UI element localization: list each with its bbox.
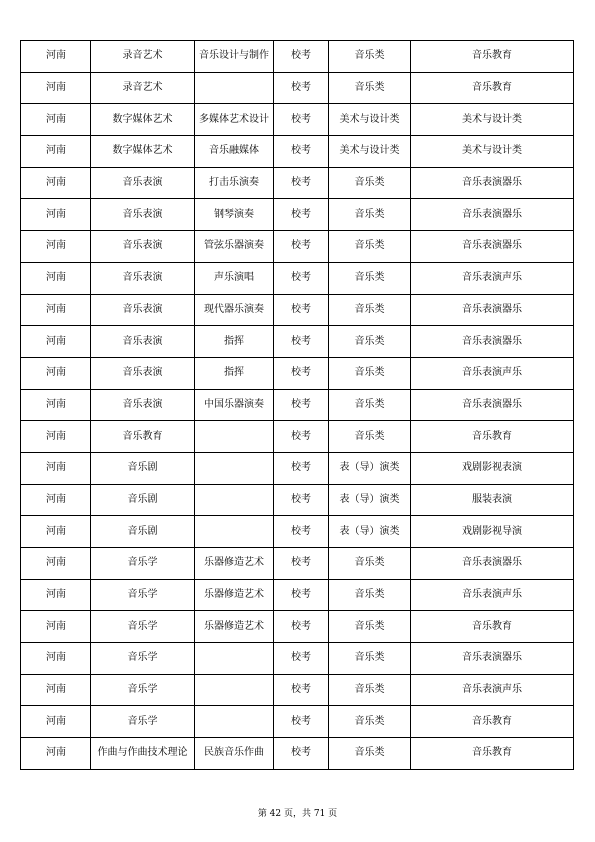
table-row [21, 548, 574, 580]
exam-type-cell: 校考 [274, 421, 329, 453]
direction-cell: 中国乐器演奏 [195, 389, 274, 421]
direction-cell: 民族音乐作曲 [195, 738, 274, 770]
province-cell: 河南 [21, 357, 91, 389]
admissions-table-body [21, 41, 574, 770]
table-row [21, 136, 574, 168]
subject-cell: 音乐表演声乐 [411, 674, 574, 706]
table-row [21, 516, 574, 548]
direction-cell: 管弦乐器演奏 [195, 231, 274, 263]
direction-cell: 钢琴演奏 [195, 199, 274, 231]
major-cell: 音乐学 [91, 579, 195, 611]
table-row [21, 231, 574, 263]
direction-cell: 音乐设计与制作 [195, 41, 274, 73]
subject-cell: 音乐表演器乐 [411, 548, 574, 580]
category-cell: 音乐类 [329, 72, 411, 104]
province-cell: 河南 [21, 136, 91, 168]
table-row [21, 294, 574, 326]
category-cell: 表（导）演类 [329, 452, 411, 484]
province-cell: 河南 [21, 452, 91, 484]
exam-type-cell: 校考 [274, 643, 329, 675]
major-cell: 数字媒体艺术 [91, 136, 195, 168]
table-row [21, 167, 574, 199]
category-cell: 音乐类 [329, 167, 411, 199]
table-row [21, 41, 574, 73]
major-cell: 音乐学 [91, 611, 195, 643]
province-cell: 河南 [21, 484, 91, 516]
page-number: 第 42 页，共 71 页 [257, 809, 338, 819]
exam-type-cell: 校考 [274, 484, 329, 516]
major-cell: 录音艺术 [91, 41, 195, 73]
exam-type-cell: 校考 [274, 548, 329, 580]
exam-type-cell: 校考 [274, 326, 329, 358]
exam-type-cell: 校考 [274, 104, 329, 136]
province-cell: 河南 [21, 199, 91, 231]
direction-cell: 打击乐演奏 [195, 167, 274, 199]
subject-cell: 音乐教育 [411, 72, 574, 104]
province-cell: 河南 [21, 389, 91, 421]
province-cell: 河南 [21, 579, 91, 611]
major-cell: 音乐表演 [91, 167, 195, 199]
category-cell: 音乐类 [329, 706, 411, 738]
table-row [21, 706, 574, 738]
table-row [21, 611, 574, 643]
table-row [21, 199, 574, 231]
province-cell: 河南 [21, 548, 91, 580]
province-cell: 河南 [21, 516, 91, 548]
exam-type-cell: 校考 [274, 738, 329, 770]
subject-cell: 音乐表演声乐 [411, 579, 574, 611]
exam-type-cell: 校考 [274, 41, 329, 73]
table-row [21, 262, 574, 294]
subject-cell: 音乐表演器乐 [411, 294, 574, 326]
province-cell: 河南 [21, 611, 91, 643]
subject-cell: 音乐表演器乐 [411, 326, 574, 358]
direction-cell: 音乐融媒体 [195, 136, 274, 168]
table-row [21, 738, 574, 770]
subject-cell: 戏剧影视表演 [411, 452, 574, 484]
major-cell: 作曲与作曲技术理论 [91, 738, 195, 770]
category-cell: 音乐类 [329, 611, 411, 643]
direction-cell: 乐器修造艺术 [195, 579, 274, 611]
province-cell: 河南 [21, 72, 91, 104]
subject-cell: 音乐表演器乐 [411, 167, 574, 199]
province-cell: 河南 [21, 706, 91, 738]
category-cell: 美术与设计类 [329, 104, 411, 136]
category-cell: 表（导）演类 [329, 516, 411, 548]
exam-type-cell: 校考 [274, 674, 329, 706]
subject-cell: 美术与设计类 [411, 136, 574, 168]
table-row [21, 674, 574, 706]
major-cell: 音乐表演 [91, 326, 195, 358]
table-row [21, 72, 574, 104]
direction-cell: 指挥 [195, 326, 274, 358]
province-cell: 河南 [21, 294, 91, 326]
major-cell: 音乐教育 [91, 421, 195, 453]
exam-type-cell: 校考 [274, 294, 329, 326]
table-row [21, 357, 574, 389]
exam-type-cell: 校考 [274, 706, 329, 738]
exam-type-cell: 校考 [274, 611, 329, 643]
category-cell: 音乐类 [329, 389, 411, 421]
subject-cell: 音乐表演器乐 [411, 231, 574, 263]
category-cell: 表（导）演类 [329, 484, 411, 516]
table-row [21, 104, 574, 136]
direction-cell: 乐器修造艺术 [195, 548, 274, 580]
direction-cell: 声乐演唱 [195, 262, 274, 294]
direction-cell [195, 421, 274, 453]
province-cell: 河南 [21, 421, 91, 453]
subject-cell: 音乐教育 [411, 41, 574, 73]
subject-cell: 美术与设计类 [411, 104, 574, 136]
category-cell: 音乐类 [329, 262, 411, 294]
category-cell: 音乐类 [329, 738, 411, 770]
subject-cell: 音乐表演器乐 [411, 389, 574, 421]
subject-cell: 戏剧影视导演 [411, 516, 574, 548]
subject-cell: 音乐教育 [411, 611, 574, 643]
exam-type-cell: 校考 [274, 516, 329, 548]
category-cell: 音乐类 [329, 548, 411, 580]
exam-type-cell: 校考 [274, 452, 329, 484]
major-cell: 音乐学 [91, 706, 195, 738]
province-cell: 河南 [21, 231, 91, 263]
province-cell: 河南 [21, 674, 91, 706]
table-row [21, 484, 574, 516]
category-cell: 音乐类 [329, 294, 411, 326]
category-cell: 音乐类 [329, 326, 411, 358]
table-row [21, 326, 574, 358]
direction-cell [195, 72, 274, 104]
subject-cell: 音乐表演声乐 [411, 262, 574, 294]
province-cell: 河南 [21, 643, 91, 675]
direction-cell [195, 643, 274, 675]
table-row [21, 643, 574, 675]
direction-cell [195, 484, 274, 516]
subject-cell: 音乐表演声乐 [411, 357, 574, 389]
subject-cell: 音乐教育 [411, 706, 574, 738]
major-cell: 录音艺术 [91, 72, 195, 104]
province-cell: 河南 [21, 104, 91, 136]
subject-cell: 服装表演 [411, 484, 574, 516]
category-cell: 美术与设计类 [329, 136, 411, 168]
subject-cell: 音乐教育 [411, 421, 574, 453]
major-cell: 音乐剧 [91, 452, 195, 484]
exam-type-cell: 校考 [274, 389, 329, 421]
table-row [21, 389, 574, 421]
major-cell: 音乐表演 [91, 199, 195, 231]
category-cell: 音乐类 [329, 674, 411, 706]
category-cell: 音乐类 [329, 579, 411, 611]
subject-cell: 音乐教育 [411, 738, 574, 770]
direction-cell [195, 452, 274, 484]
exam-type-cell: 校考 [274, 199, 329, 231]
direction-cell: 多媒体艺术设计 [195, 104, 274, 136]
exam-type-cell: 校考 [274, 262, 329, 294]
direction-cell: 现代器乐演奏 [195, 294, 274, 326]
direction-cell [195, 674, 274, 706]
category-cell: 音乐类 [329, 231, 411, 263]
direction-cell [195, 516, 274, 548]
province-cell: 河南 [21, 167, 91, 199]
major-cell: 音乐剧 [91, 516, 195, 548]
major-cell: 音乐表演 [91, 389, 195, 421]
exam-type-cell: 校考 [274, 72, 329, 104]
province-cell: 河南 [21, 262, 91, 294]
major-cell: 音乐表演 [91, 231, 195, 263]
exam-type-cell: 校考 [274, 357, 329, 389]
major-cell: 音乐学 [91, 674, 195, 706]
exam-type-cell: 校考 [274, 579, 329, 611]
major-cell: 音乐表演 [91, 357, 195, 389]
subject-cell: 音乐表演器乐 [411, 643, 574, 675]
table-row [21, 579, 574, 611]
exam-type-cell: 校考 [274, 167, 329, 199]
major-cell: 数字媒体艺术 [91, 104, 195, 136]
direction-cell: 指挥 [195, 357, 274, 389]
category-cell: 音乐类 [329, 357, 411, 389]
category-cell: 音乐类 [329, 421, 411, 453]
province-cell: 河南 [21, 326, 91, 358]
table-row [21, 452, 574, 484]
direction-cell [195, 706, 274, 738]
table-row [21, 421, 574, 453]
exam-type-cell: 校考 [274, 231, 329, 263]
category-cell: 音乐类 [329, 199, 411, 231]
province-cell: 河南 [21, 738, 91, 770]
major-cell: 音乐学 [91, 548, 195, 580]
major-cell: 音乐学 [91, 643, 195, 675]
direction-cell: 乐器修造艺术 [195, 611, 274, 643]
admissions-table [20, 40, 574, 770]
category-cell: 音乐类 [329, 643, 411, 675]
major-cell: 音乐表演 [91, 262, 195, 294]
category-cell: 音乐类 [329, 41, 411, 73]
subject-cell: 音乐表演器乐 [411, 199, 574, 231]
exam-type-cell: 校考 [274, 136, 329, 168]
major-cell: 音乐剧 [91, 484, 195, 516]
major-cell: 音乐表演 [91, 294, 195, 326]
province-cell: 河南 [21, 41, 91, 73]
